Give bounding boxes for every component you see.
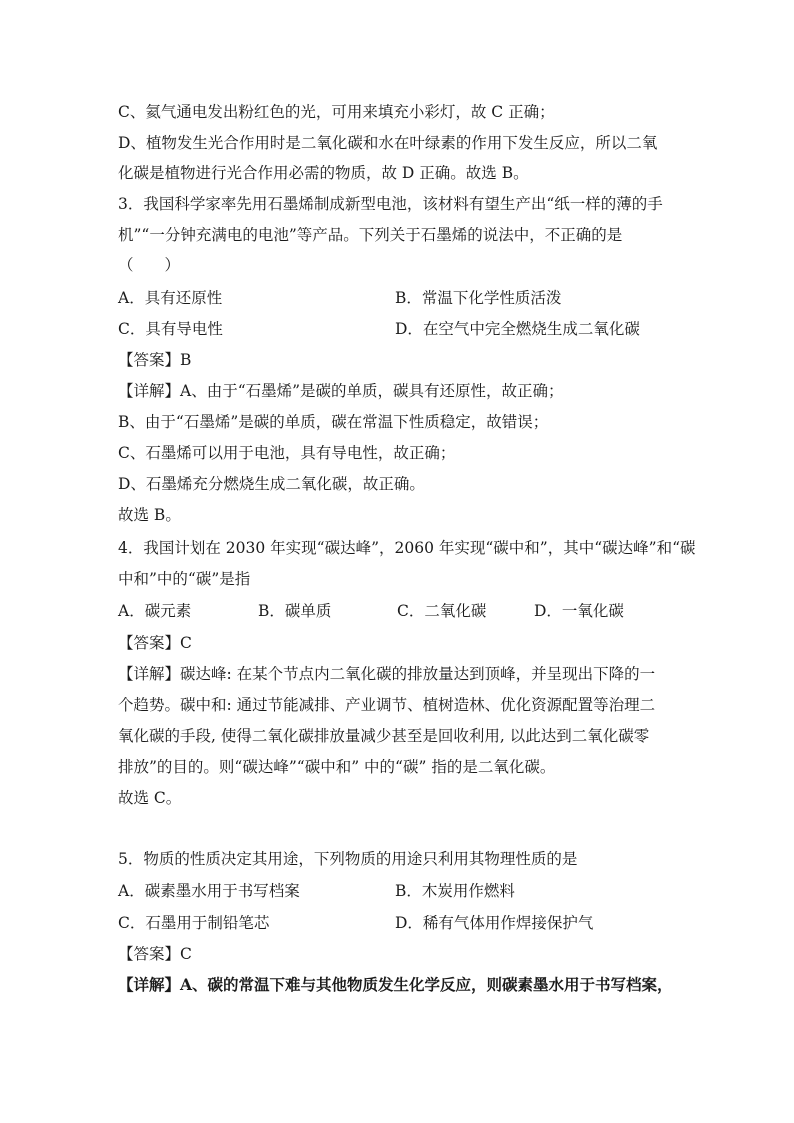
- q4-option-a: A．碳元素: [118, 602, 192, 620]
- q3-explanation-d: D、石墨烯充分燃烧生成二氧化碳，故正确。: [118, 475, 425, 493]
- q3-option-a: A．具有还原性: [118, 289, 223, 307]
- q4-conclusion: 故选 C。: [118, 789, 182, 807]
- q4-option-b: B．碳单质: [258, 602, 332, 620]
- q4-option-d: D．一氧化碳: [534, 602, 624, 620]
- q3-answer: 【答案】B: [118, 351, 192, 369]
- q3-explanation-c: C、石墨烯可以用于电池，具有导电性，故正确；: [118, 444, 456, 462]
- q5-option-b: B．木炭用作燃料: [395, 882, 515, 900]
- q4-answer: 【答案】C: [118, 634, 192, 652]
- q3-stem-line1: 3．我国科学家率先用石墨烯制成新型电池，该材料有望生产出“纸一样的薄的手: [118, 195, 663, 213]
- q5-stem: 5．物质的性质决定其用途，下列物质的用途只利用其物理性质的是: [118, 850, 578, 868]
- q3-option-b: B．常温下化学性质活泼: [395, 289, 562, 307]
- q4-explanation-line3: 氧化碳的手段, 使得二氧化碳排放量减少甚至是回收利用, 以此达到二氧化碳零: [118, 727, 650, 745]
- q4-explanation-line1: 【详解】碳达峰: 在某个节点内二氧化碳的排放量达到顶峰，并呈现出下降的一: [118, 665, 656, 683]
- q3-answer-blank: （ ）: [118, 256, 181, 274]
- q4-stem-line2: 中和”中的“碳”是指: [118, 570, 251, 588]
- q5-option-c: C．石墨用于制铅笔芯: [118, 914, 270, 932]
- q2-explanation-d-line1: D、植物发生光合作用时是二氧化碳和水在叶绿素的作用下发生反应，所以二氧: [118, 134, 658, 152]
- q5-explanation-line1: 【详解】A、碳的常温下难与其他物质发生化学反应，则碳素墨水用于书写档案，: [118, 975, 673, 994]
- q3-option-c: C．具有导电性: [118, 320, 223, 338]
- q3-option-d: D．在空气中完全燃烧生成二氧化碳: [395, 320, 640, 338]
- q3-explanation-a: 【详解】A、由于“石墨烯”是碳的单质，碳具有还原性，故正确；: [118, 382, 564, 400]
- q5-answer: 【答案】C: [118, 945, 192, 963]
- q4-explanation-line4: 排放”的目的。则“碳达峰”“碳中和” 中的“碳” 指的是二氧化碳。: [118, 758, 556, 776]
- q3-explanation-b: B、由于“石墨烯”是碳的单质，碳在常温下性质稳定，故错误；: [118, 413, 549, 431]
- q5-option-d: D．稀有气体用作焊接保护气: [395, 914, 594, 932]
- q3-stem-line2: 机”“一分钟充满电的电池”等产品。下列关于石墨烯的说法中，不正确的是: [118, 226, 623, 244]
- q4-option-c: C．二氧化碳: [397, 602, 487, 620]
- q5-option-a: A．碳素墨水用于书写档案: [118, 882, 300, 900]
- q4-explanation-line2: 个趋势。碳中和: 通过节能减排、产业调节、植树造林、优化资源配置等治理二: [118, 696, 656, 714]
- q2-explanation-d-line2: 化碳是植物进行光合作用必需的物质，故 D 正确。故选 B。: [118, 164, 529, 182]
- q4-stem-line1: 4．我国计划在 2030 年实现“碳达峰”，2060 年实现“碳中和”，其中“碳达峰”和“碳: [118, 539, 696, 557]
- q2-explanation-c: C、氦气通电发出粉红色的光，可用来填充小彩灯，故 C 正确；: [118, 103, 555, 121]
- q3-conclusion: 故选 B。: [118, 506, 181, 524]
